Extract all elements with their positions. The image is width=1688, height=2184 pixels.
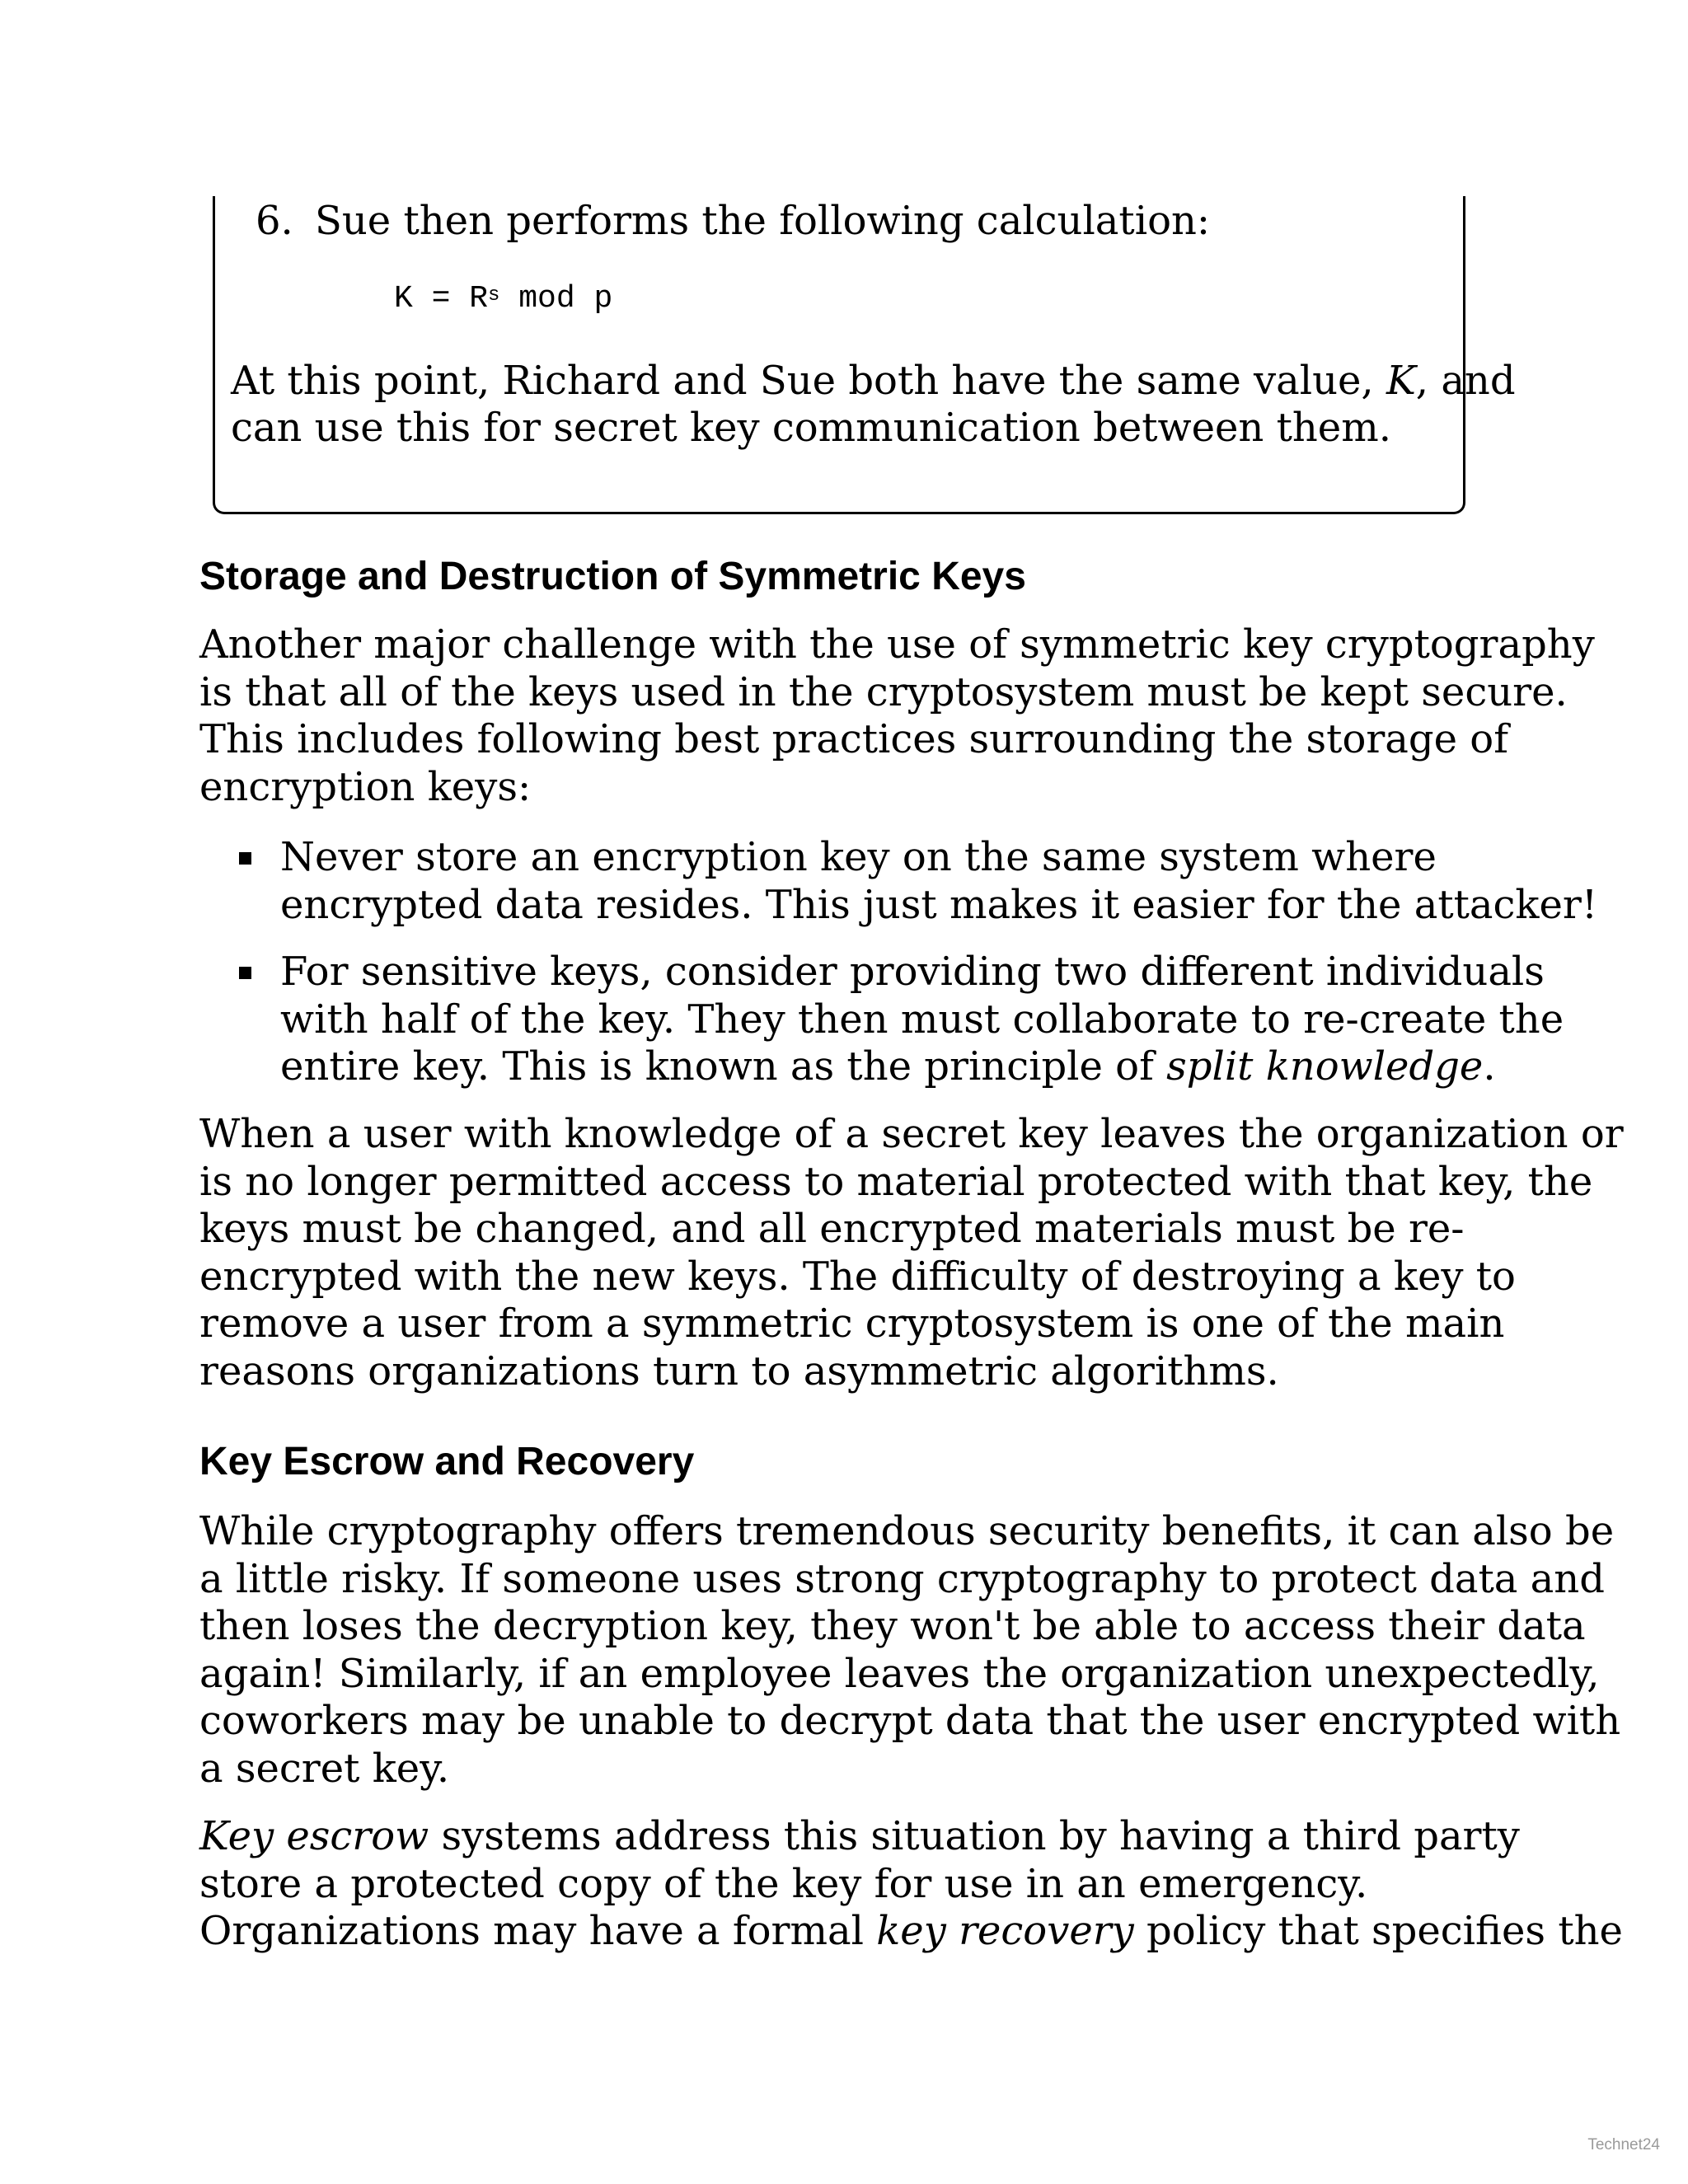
text-line: This includes following best practices surrounding the storage of bbox=[199, 716, 1508, 762]
text-line: encrypted with the new keys. The difficulty of destroying a key to bbox=[199, 1253, 1516, 1300]
text-line: For sensitive keys, consider providing two different individuals bbox=[280, 949, 1545, 995]
text-line: Another major challenge with the use of symmetric key cryptography bbox=[199, 621, 1595, 668]
step-text: Sue then performs the following calculation: bbox=[315, 198, 1211, 244]
text-line: keys must be changed, and all encrypted materials must be re- bbox=[199, 1206, 1465, 1252]
bullet-marker bbox=[239, 852, 251, 865]
text-line: is no longer permitted access to material protected with that key, the bbox=[199, 1158, 1593, 1205]
text-line: store a protected copy of the key for use in an emergency. bbox=[199, 1860, 1368, 1907]
italic-term: key recovery bbox=[876, 1908, 1134, 1954]
text-line: reasons organizations turn to asymmetric algorithms. bbox=[199, 1347, 1279, 1394]
text-run: entire key. This is known as the principle of bbox=[280, 1043, 1167, 1090]
text-run: . bbox=[1483, 1043, 1496, 1090]
text-line: then loses the decryption key, they won't be able to access their data bbox=[199, 1603, 1586, 1649]
text-line: a secret key. bbox=[199, 1745, 450, 1792]
numbered-step bbox=[256, 198, 1210, 244]
text-line: is that all of the keys used in the cryptosystem must be kept secure. bbox=[199, 668, 1568, 715]
text-line: can use this for secret key communication between them. bbox=[231, 405, 1391, 451]
text-run: systems address this situation by having a third party bbox=[429, 1813, 1520, 1859]
text-run: policy that specifies the bbox=[1133, 1908, 1623, 1954]
box-conclusion bbox=[231, 358, 1516, 452]
formula-suffix: mod p bbox=[499, 281, 613, 316]
italic-variable: K bbox=[1386, 358, 1416, 404]
text-line: again! Similarly, if an employee leaves the organization unexpectedly, bbox=[199, 1650, 1600, 1697]
text-line: When a user with knowledge of a secret key leaves the organization or bbox=[199, 1111, 1624, 1157]
italic-term: Key escrow bbox=[199, 1813, 429, 1859]
paragraph-intro bbox=[199, 621, 1595, 811]
text-line: with half of the key. They then must collaborate to re-create the bbox=[280, 996, 1564, 1043]
text-line: remove a user from a symmetric cryptosystem is one of the main bbox=[199, 1301, 1505, 1347]
text-line: a little risky. If someone uses strong cryptography to protect data and bbox=[199, 1555, 1605, 1602]
paragraph-escrow-1 bbox=[199, 1508, 1621, 1793]
formula-superscript: s bbox=[488, 284, 500, 307]
text-line: coworkers may be unable to decrypt data that the user encrypted with bbox=[199, 1698, 1621, 1744]
text-run: At this point, Richard and Sue both have the same value, bbox=[231, 358, 1386, 404]
watermark: Technet24 bbox=[1587, 2136, 1660, 2154]
bullet-marker bbox=[239, 967, 251, 979]
step-number: 6. bbox=[256, 198, 293, 244]
italic-term: split knowledge bbox=[1166, 1043, 1484, 1090]
text-line: While cryptography offers tremendous security benefits, it can also be bbox=[199, 1508, 1615, 1554]
paragraph-escrow-2 bbox=[199, 1813, 1623, 1956]
formula-prefix: K = R bbox=[394, 281, 489, 316]
text-run: , and bbox=[1415, 358, 1516, 404]
paragraph-closing bbox=[199, 1111, 1624, 1395]
text-run: Organizations may have a formal bbox=[199, 1908, 877, 1954]
text-line: Never store an encryption key on the same system where bbox=[280, 834, 1437, 880]
text-line: encryption keys: bbox=[199, 763, 532, 810]
section-heading-escrow: Key Escrow and Recovery bbox=[199, 1440, 695, 1483]
section-heading-storage: Storage and Destruction of Symmetric Keys bbox=[199, 555, 1026, 598]
text-line: encrypted data resides. This just makes it easier for the attacker! bbox=[280, 881, 1598, 928]
formula bbox=[394, 279, 612, 320]
